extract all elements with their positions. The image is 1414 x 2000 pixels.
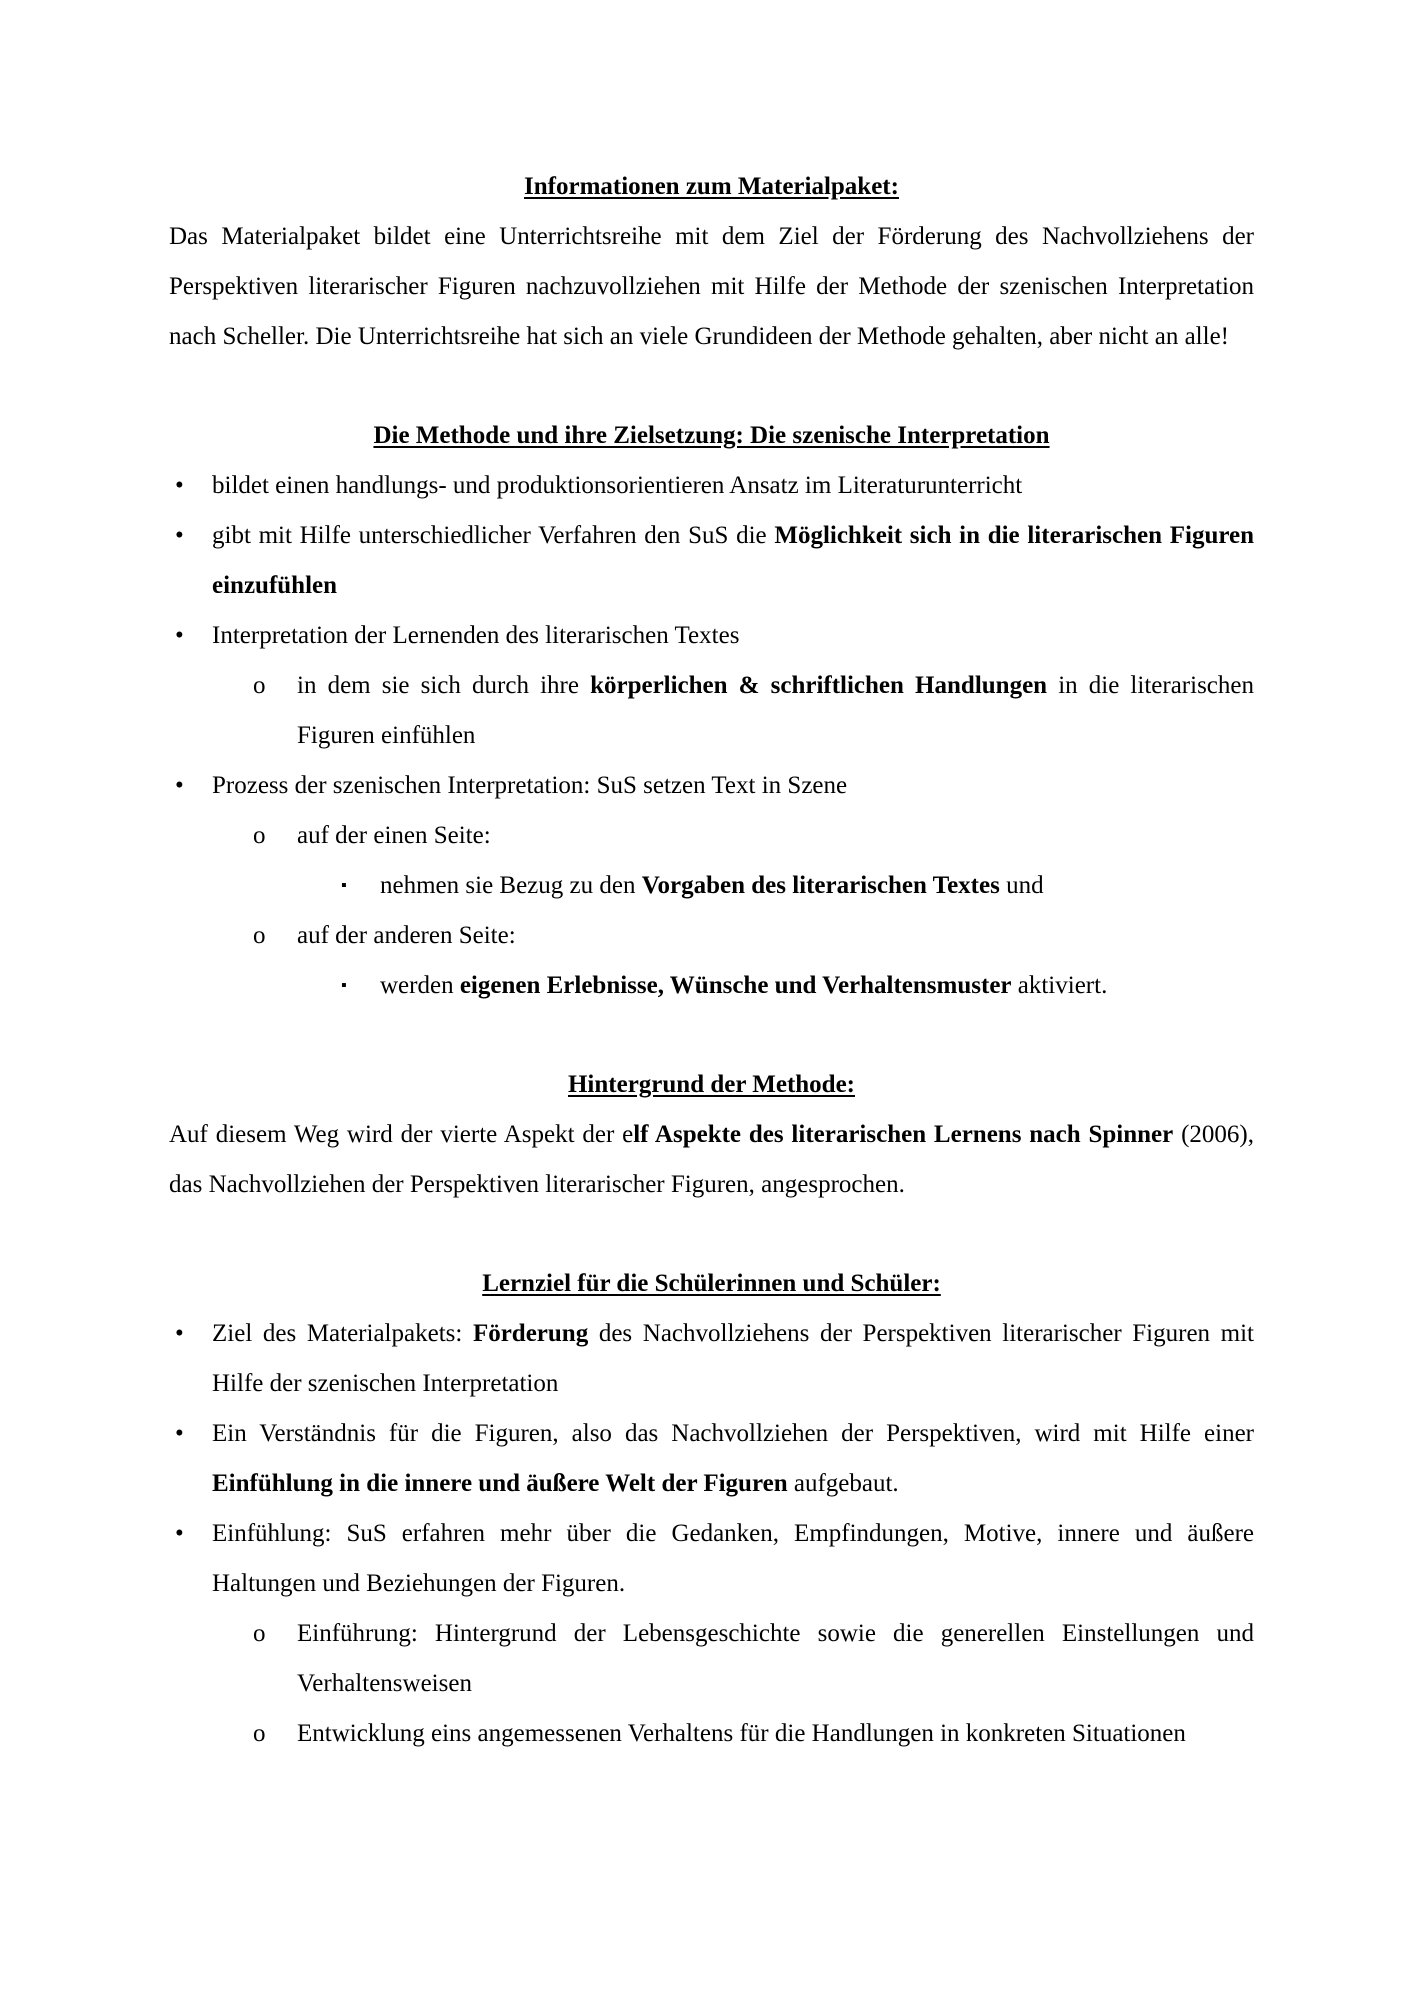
list-item: • Ein Verständnis für die Figuren, also das Nachvollziehen der Perspektiven, wird mit Hilfe einer Einfühlung in die innere und äußere Welt der Figuren aufgebaut. [169,1409,1254,1509]
bullet-icon: • [175,1420,184,1447]
list-item: • bildet einen handlungs- und produktionsorientieren Ansatz im Literaturunterricht [169,461,1254,511]
bullet-icon: • [175,522,184,549]
sub-list-item: o Entwicklung eins angemessenen Verhaltens für die Handlungen in konkreten Situationen [169,1709,1254,1759]
list-item: • gibt mit Hilfe unterschiedlicher Verfahren den SuS die Möglichkeit sich in die literarischen Figuren einzufühlen [169,511,1254,611]
circle-bullet-icon: o [253,672,266,699]
bullet-icon: • [175,1520,184,1547]
section-heading-methode: Die Methode und ihre Zielsetzung: Die szenische Interpretation [373,422,1050,449]
bullet-icon: • [175,622,184,649]
section-heading-lernziel: Lernziel für die Schülerinnen und Schüler: [482,1270,941,1297]
document-body [169,162,1254,1759]
list-item: • Einfühlung: SuS erfahren mehr über die Gedanken, Empfindungen, Motive, innere und äußere Haltungen und Beziehungen der Figuren. [169,1509,1254,1609]
list-item: • Prozess der szenischen Interpretation: SuS setzen Text in Szene [169,761,1254,811]
circle-bullet-icon: o [253,822,266,849]
section-heading-materialpaket: Informationen zum Materialpaket: [524,173,899,200]
lernziel-list [169,1309,1254,1759]
sub-list-item: o Einführung: Hintergrund der Lebensgeschichte sowie die generellen Einstellungen und Verhaltensweisen [169,1609,1254,1709]
bullet-icon: • [175,772,184,799]
bullet-icon: • [175,472,184,499]
hintergrund-paragraph: Auf diesem Weg wird der vierte Aspekt der elf Aspekte des literarischen Lernens nach Spinner (2006), das Nachvollziehen der Perspektiven literarischer Figuren, angesprochen. [169,1121,1254,1198]
sub-list-item: o auf der anderen Seite: [169,911,1254,961]
sub-list-item: o in dem sie sich durch ihre körperlichen & schriftlichen Handlungen in die literarischen Figuren einfühlen [169,661,1254,761]
circle-bullet-icon: o [253,1620,266,1647]
circle-bullet-icon: o [253,922,266,949]
square-bullet-icon: ▪ [341,977,347,994]
sub-list-item: o auf der einen Seite: [169,811,1254,861]
bullet-icon: • [175,1320,184,1347]
methode-list [169,461,1254,1011]
sub-sub-list-item: ▪ nehmen sie Bezug zu den Vorgaben des literarischen Textes und [169,861,1254,911]
square-bullet-icon: ▪ [341,877,347,894]
circle-bullet-icon: o [253,1720,266,1747]
materialpaket-paragraph: Das Materialpaket bildet eine Unterrichtsreihe mit dem Ziel der Förderung des Nachvollziehens der Perspektiven literarischer Figuren nachzuvollziehen mit Hilfe der Methode der szenischen Interpretation nach Scheller. Die Unterrichtsreihe hat sich an viele Grundideen der Methode gehalten, aber nicht an alle! [169,223,1254,350]
sub-sub-list-item: ▪ werden eigenen Erlebnisse, Wünsche und Verhaltensmuster aktiviert. [169,961,1254,1011]
list-item: • Ziel des Materialpakets: Förderung des Nachvollziehens der Perspektiven literarischer Figuren mit Hilfe der szenischen Interpretation [169,1309,1254,1409]
section-heading-hintergrund: Hintergrund der Methode: [567,1071,855,1098]
list-item: • Interpretation der Lernenden des literarischen Textes [169,611,1254,661]
